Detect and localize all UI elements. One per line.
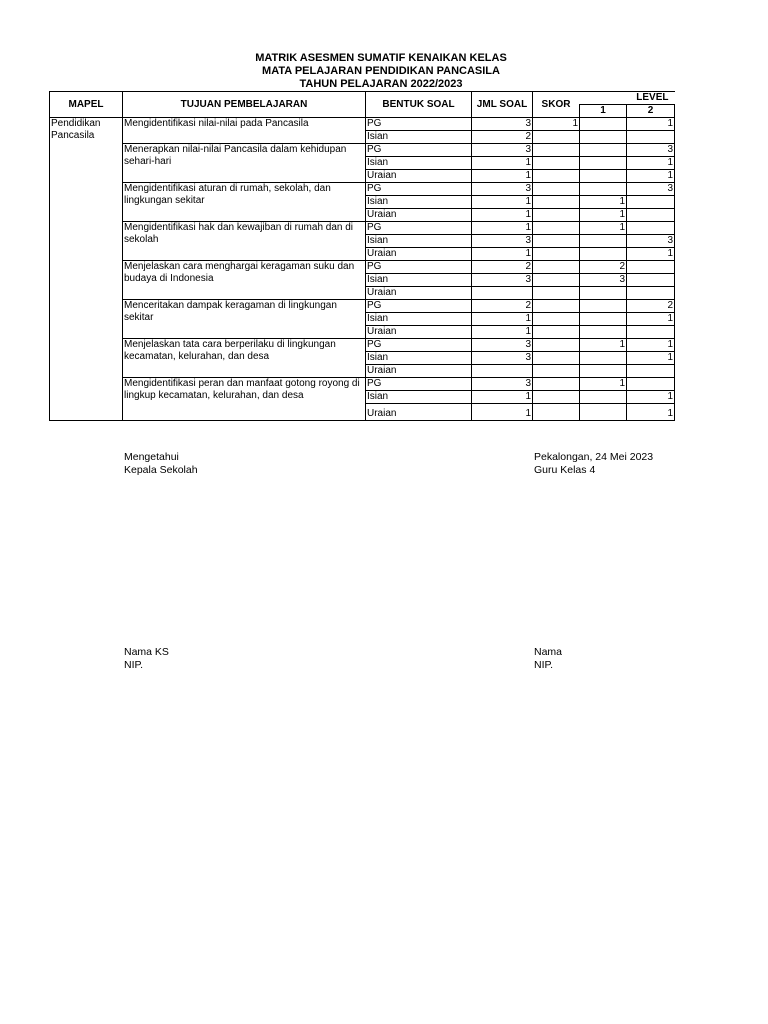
skor-cell [533, 170, 580, 183]
level-2-cell: 1 [627, 170, 675, 183]
bentuk-soal-cell: Isian [366, 313, 472, 326]
jml-soal-cell: 1 [472, 209, 533, 222]
tujuan-cell: Mengidentifikasi hak dan kewajiban di rumah dan di sekolah [123, 222, 366, 261]
skor-cell [533, 287, 580, 300]
level-1-cell [580, 248, 627, 261]
skor-cell [533, 313, 580, 326]
jml-soal-cell: 1 [472, 404, 533, 421]
header-level: LEVEL [580, 92, 675, 105]
tujuan-cell: Mengidentifikasi aturan di rumah, sekolah, dan lingkungan sekitar [123, 183, 366, 222]
level-2-cell: 1 [627, 313, 675, 326]
bentuk-soal-cell: PG [366, 118, 472, 131]
skor-cell [533, 391, 580, 404]
level-1-cell: 1 [580, 378, 627, 391]
bentuk-soal-cell: Isian [366, 274, 472, 287]
tujuan-cell: Mengidentifikasi peran dan manfaat gotong royong di lingkup kecamatan, kelurahan, dan desa [123, 378, 366, 421]
level-1-cell: 2 [580, 261, 627, 274]
level-1-cell [580, 391, 627, 404]
bentuk-soal-cell: Uraian [366, 248, 472, 261]
bentuk-soal-cell: PG [366, 222, 472, 235]
skor-cell [533, 248, 580, 261]
jml-soal-cell [472, 365, 533, 378]
level-1-cell [580, 144, 627, 157]
jml-soal-cell: 2 [472, 131, 533, 144]
signature-right-name-block [534, 646, 562, 672]
skor-cell [533, 365, 580, 378]
table-row [50, 339, 675, 352]
level-1-cell [580, 235, 627, 248]
header-bentuk-soal: BENTUK SOAL [366, 92, 472, 118]
skor-cell [533, 157, 580, 170]
jml-soal-cell: 1 [472, 196, 533, 209]
skor-cell [533, 144, 580, 157]
table-row [50, 118, 675, 131]
level-2-cell: 1 [627, 339, 675, 352]
skor-cell: 1 [533, 118, 580, 131]
bentuk-soal-cell: Uraian [366, 209, 472, 222]
jml-soal-cell: 1 [472, 313, 533, 326]
table-row [50, 300, 675, 313]
tujuan-cell: Menjelaskan cara menghargai keragaman suku dan budaya di Indonesia [123, 261, 366, 300]
table-row [50, 261, 675, 274]
level-1-cell [580, 300, 627, 313]
level-1-cell [580, 157, 627, 170]
jml-soal-cell: 2 [472, 300, 533, 313]
jml-soal-cell: 1 [472, 170, 533, 183]
skor-cell [533, 235, 580, 248]
level-2-cell [627, 131, 675, 144]
level-2-cell [627, 378, 675, 391]
skor-cell [533, 261, 580, 274]
mapel-cell: Pendidikan Pancasila [50, 118, 123, 421]
bentuk-soal-cell: PG [366, 144, 472, 157]
table-row [50, 183, 675, 196]
table-row [50, 144, 675, 157]
level-1-cell: 1 [580, 339, 627, 352]
jml-soal-cell: 1 [472, 391, 533, 404]
level-1-cell: 1 [580, 222, 627, 235]
header-level-1: 1 [580, 105, 627, 118]
jml-soal-cell: 3 [472, 378, 533, 391]
skor-cell [533, 209, 580, 222]
level-2-cell: 1 [627, 404, 675, 421]
signature-right-role: Guru Kelas 4 [534, 464, 596, 476]
skor-cell [533, 404, 580, 421]
signature-right-nip: NIP. [534, 659, 554, 671]
jml-soal-cell: 3 [472, 183, 533, 196]
jml-soal-cell [472, 287, 533, 300]
bentuk-soal-cell: Isian [366, 391, 472, 404]
level-2-cell: 3 [627, 144, 675, 157]
level-1-cell: 1 [580, 209, 627, 222]
jml-soal-cell: 3 [472, 274, 533, 287]
level-1-cell [580, 118, 627, 131]
bentuk-soal-cell: PG [366, 261, 472, 274]
level-1-cell [580, 131, 627, 144]
bentuk-soal-cell: Uraian [366, 170, 472, 183]
bentuk-soal-cell: PG [366, 339, 472, 352]
header-level-2: 2 [627, 105, 675, 118]
bentuk-soal-cell: Isian [366, 131, 472, 144]
tujuan-cell: Mengidentifikasi nilai-nilai pada Pancasila [123, 118, 366, 144]
level-1-cell [580, 365, 627, 378]
jml-soal-cell: 1 [472, 248, 533, 261]
level-1-cell [580, 352, 627, 365]
bentuk-soal-cell: Uraian [366, 365, 472, 378]
header-skor: SKOR [533, 92, 580, 118]
tujuan-cell: Menerapkan nilai-nilai Pancasila dalam kehidupan sehari-hari [123, 144, 366, 183]
level-1-cell [580, 313, 627, 326]
jml-soal-cell: 1 [472, 222, 533, 235]
signature-left-name: Nama KS [124, 646, 169, 658]
jml-soal-cell: 3 [472, 118, 533, 131]
level-1-cell [580, 404, 627, 421]
skor-cell [533, 352, 580, 365]
bentuk-soal-cell: Uraian [366, 326, 472, 339]
title-line-3: TAHUN PELAJARAN 2022/2023 [299, 78, 463, 90]
skor-cell [533, 300, 580, 313]
level-2-cell: 3 [627, 183, 675, 196]
signature-right-place-date: Pekalongan, 24 Mei 2023 [534, 451, 654, 463]
level-2-cell [627, 287, 675, 300]
signature-right-block [534, 451, 653, 477]
level-2-cell [627, 196, 675, 209]
jml-soal-cell: 3 [472, 339, 533, 352]
signature-left-role: Kepala Sekolah [124, 464, 198, 476]
bentuk-soal-cell: Isian [366, 196, 472, 209]
level-2-cell [627, 222, 675, 235]
signature-left-name-block [124, 646, 169, 672]
level-1-cell: 3 [580, 274, 627, 287]
title-line-1: MATRIK ASESMEN SUMATIF KENAIKAN KELAS [255, 52, 507, 64]
level-2-cell: 1 [627, 352, 675, 365]
bentuk-soal-cell: Isian [366, 157, 472, 170]
jml-soal-cell: 2 [472, 261, 533, 274]
skor-cell [533, 378, 580, 391]
level-2-cell: 1 [627, 248, 675, 261]
bentuk-soal-cell: Isian [366, 235, 472, 248]
tujuan-cell: Menceritakan dampak keragaman di lingkungan sekitar [123, 300, 366, 339]
skor-cell [533, 339, 580, 352]
level-2-cell [627, 261, 675, 274]
jml-soal-cell: 1 [472, 157, 533, 170]
bentuk-soal-cell: Isian [366, 352, 472, 365]
level-2-cell: 3 [627, 235, 675, 248]
level-1-cell [580, 170, 627, 183]
bentuk-soal-cell: Uraian [366, 404, 472, 421]
bentuk-soal-cell: PG [366, 378, 472, 391]
bentuk-soal-cell: Uraian [366, 287, 472, 300]
level-1-cell [580, 183, 627, 196]
tujuan-cell: Menjelaskan tata cara berperilaku di lingkungan kecamatan, kelurahan, dan desa [123, 339, 366, 378]
level-2-cell [627, 209, 675, 222]
level-2-cell: 1 [627, 391, 675, 404]
skor-cell [533, 183, 580, 196]
level-1-cell: 1 [580, 196, 627, 209]
skor-cell [533, 131, 580, 144]
bentuk-soal-cell: PG [366, 183, 472, 196]
bentuk-soal-cell: PG [366, 300, 472, 313]
table-row [50, 378, 675, 391]
level-2-cell [627, 326, 675, 339]
header-tujuan: TUJUAN PEMBELAJARAN [123, 92, 366, 118]
table-row [50, 222, 675, 235]
level-2-cell: 1 [627, 157, 675, 170]
level-2-cell [627, 274, 675, 287]
header-mapel: MAPEL [50, 92, 123, 118]
jml-soal-cell: 3 [472, 235, 533, 248]
jml-soal-cell: 3 [472, 144, 533, 157]
signature-right-name: Nama [534, 646, 563, 658]
skor-cell [533, 196, 580, 209]
signature-left-nip: NIP. [124, 659, 144, 671]
level-1-cell [580, 326, 627, 339]
jml-soal-cell: 3 [472, 352, 533, 365]
jml-soal-cell: 1 [472, 326, 533, 339]
header-jml-soal: JML SOAL [472, 92, 533, 118]
skor-cell [533, 222, 580, 235]
title-line-2: MATA PELAJARAN PENDIDIKAN PANCASILA [262, 65, 500, 77]
level-2-cell: 2 [627, 300, 675, 313]
signature-left-block [124, 451, 198, 477]
skor-cell [533, 274, 580, 287]
signature-left-line1: Mengetahui [124, 451, 179, 463]
skor-cell [533, 326, 580, 339]
assessment-matrix-table [49, 91, 675, 421]
level-2-cell: 1 [627, 118, 675, 131]
level-1-cell [580, 287, 627, 300]
level-2-cell [627, 365, 675, 378]
